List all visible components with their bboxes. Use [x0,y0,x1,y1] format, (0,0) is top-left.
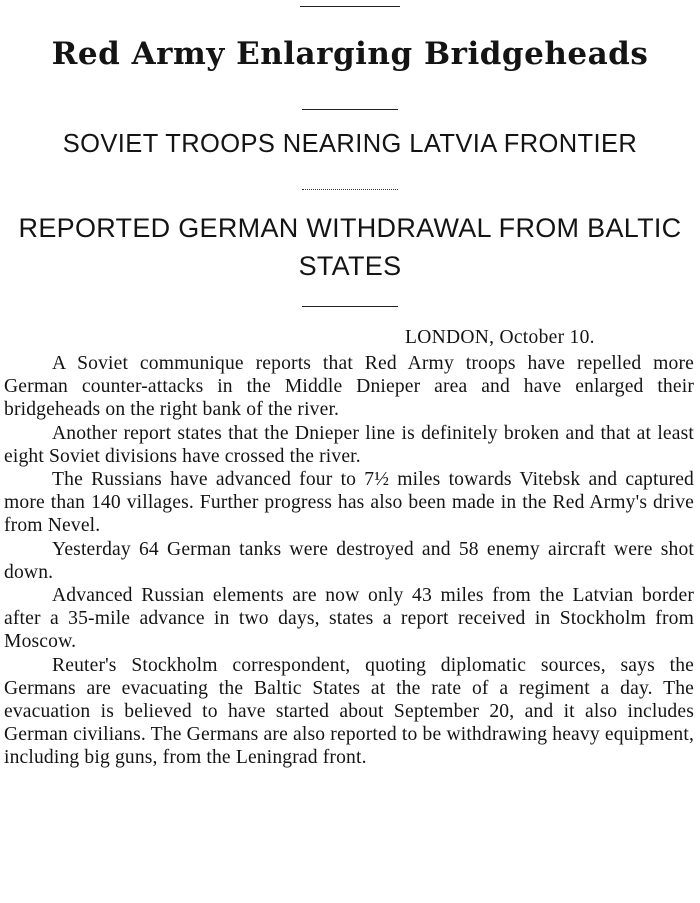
paragraph-2: Another report states that the Dnieper line is definitely broken and that at least eight Soviet divisions have crossed the river. [4,422,694,467]
paragraph-1: A Soviet communique reports that Red Army troops have repelled more German counter-attacks in the Middle Dnieper area and have enlarged their bridgeheads on the right bank of the river. [4,353,694,421]
headline-rule-1 [302,109,398,110]
article-body [4,352,694,770]
paragraph-4: Yesterday 64 German tanks were destroyed and 58 enemy aircraft were shot down. [4,538,694,583]
paragraph-6: Reuter's Stockholm correspondent, quoting diplomatic sources, says the Germans are evacuating the Baltic States at the rate of a regiment a day. The evacuation is believed to have started about September 20, and it also includes German civilians. The Germans are also reported to be withdrawing heavy equipment, including big guns, from the Leningrad front. [4,654,694,769]
dateline: LONDON, October 10. [405,327,595,348]
headline-rule-3 [302,306,398,307]
top-rule [300,6,400,7]
third-headline: REPORTED GERMAN WITHDRAWAL FROM BALTIC STATES [18,213,682,281]
paragraph-5: Advanced Russian elements are now only 43 miles from the Latvian border after a 35-mile advance in two days, states a report received in Stockholm from Moscow. [4,585,694,653]
paragraph-3: The Russians have advanced four to 7½ miles towards Vitebsk and captured more than 140 villages. Further progress has also been made in the Red Army's drive from Nevel. [4,469,694,537]
sub-headline: SOVIET TROOPS NEARING LATVIA FRONTIER [62,130,638,158]
headline-rule-2 [302,189,398,190]
main-headline: Red Army Enlarging Bridgeheads [51,36,649,72]
